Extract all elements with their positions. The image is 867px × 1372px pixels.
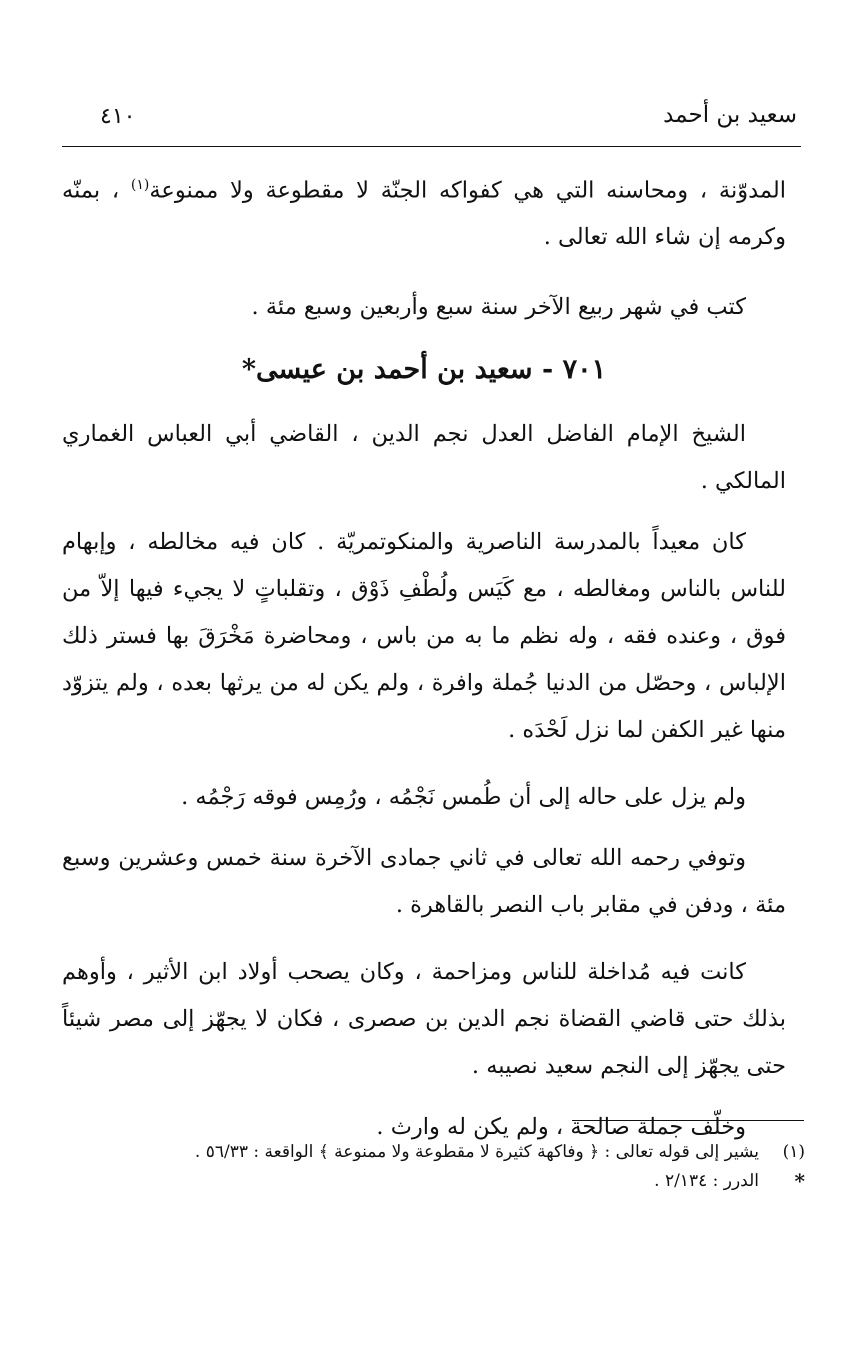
body-paragraph: كانت فيه مُداخلة للناس ومزاحمة ، وكان يصحب أولاد ابن الأثير ، وأوهم بذلك حتى قاضي القضاة نجم الدين بن صصرى ، فكان لا يجهّز إلى مصر شيئاً حتى يجهّز إلى النجم سعيد نصيبه . (62, 958, 786, 1079)
footnote-reference: (١) (130, 177, 150, 193)
footnote (150, 1138, 805, 1167)
footnote-text: الدرر : ٢/١٣٤ . (654, 1171, 759, 1191)
page-number: ٤١٠ (100, 104, 136, 129)
colophon-line: كتب في شهر ربيع الآخر سنة سبع وأربعين وسبع مئة . (251, 293, 746, 320)
body-paragraph: الشيخ الإمام الفاضل العدل نجم الدين ، القاضي أبي العباس الغماري المالكي . (62, 420, 786, 494)
continuation-paragraph (62, 162, 786, 260)
footnote-text: يشير إلى قوله تعالى : ﴿ وفاكهة كثيرة لا مقطوعة ولا ممنوعة ﴾ الواقعة : ٥٦/٣٣ . (194, 1142, 759, 1162)
body-paragraph: وتوفي رحمه الله تعالى في ثاني جمادى الآخرة سنة خمس وعشرين وسبع مئة ، ودفن في مقابر باب النصر بالقاهرة . (62, 844, 786, 918)
continuation-text-after: ، بمنّه وكرمه إن شاء الله تعالى . (62, 177, 786, 250)
body-paragraph: ولم يزل على حاله إلى أن طُمس نَجْمُه ، ورُمِس فوقه رَجْمُه . (181, 783, 746, 810)
footnotes (150, 1138, 805, 1196)
running-header (62, 100, 801, 147)
body-text (62, 162, 786, 1151)
continuation-text-before: المدوّنة ، ومحاسنه التي هي كفواكه الجنّة لا مقطوعة ولا ممنوعة (149, 177, 786, 204)
footnote-divider (572, 1120, 804, 1121)
running-title: سعيد بن أحمد (663, 102, 797, 128)
footnote-marker: (١) (782, 1142, 805, 1162)
footnote (150, 1167, 805, 1196)
entry-heading: ٧٠١ - سعيد بن أحمد بن عيسى* (241, 353, 607, 385)
body-paragraph: كان معيداً بالمدرسة الناصرية والمنكوتمريّة . كان فيه مخالطه ، وإبهام للناس بالناس ومغالطه ، مع كَيَس ولُطْفِ ذَوْق ، وتقلباتٍ لا يجيء فيها إلاّ من فوق ، وعنده فقه ، وله نظم ما به من باس ، ومحاضرة مَخْرَقَ بها فستر ذلك الإلباس ، وحصّل من الدنيا جُملة وافرة ، ولم يكن له من يرثها بعده ، ولم يتزوّد منها غير الكفن لما نزل لَحْدَه . (62, 528, 786, 743)
footnote-marker: * (794, 1169, 805, 1193)
body-paragraph: وخلّف جملة صالحة ، ولم يكن له وارث . (376, 1113, 746, 1140)
